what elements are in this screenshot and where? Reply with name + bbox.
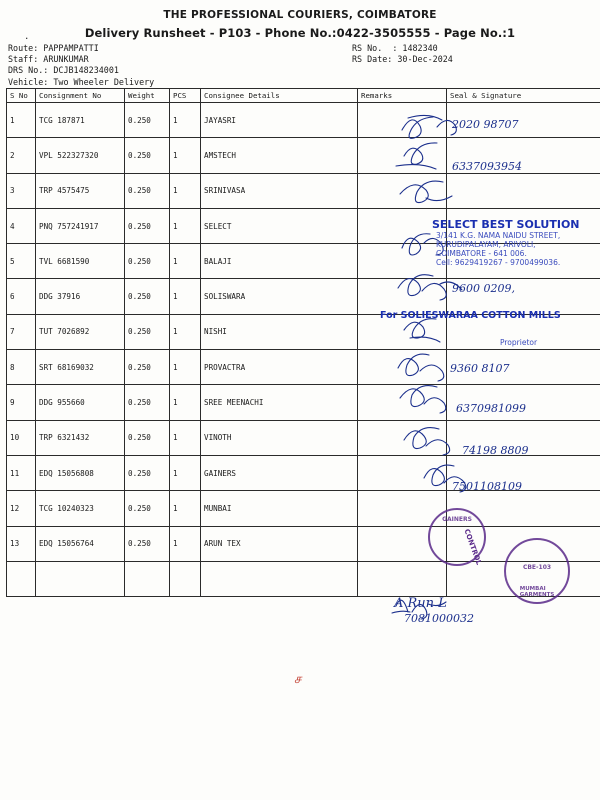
company-title: THE PROFESSIONAL COURIERS, COIMBATORE [163, 9, 437, 21]
round-stamp-gainers-label: GAINERS [442, 516, 472, 523]
cell-consignment: VPL 522327320 [36, 138, 125, 173]
cell-remarks [358, 173, 447, 208]
cell-signature [447, 138, 600, 173]
cell-weight: 0.250 [125, 385, 170, 420]
cell-sno: 1 [7, 103, 36, 138]
table-row [7, 138, 600, 173]
cell-pcs: 1 [170, 526, 201, 561]
cell-signature [447, 526, 600, 561]
col-header-remarks: Remarks [358, 89, 447, 103]
cell-sno: 11 [7, 455, 36, 490]
meta-rs-date: RS Date: 30-Dec-2024 [352, 54, 453, 65]
cell-consignment: TRP 4575475 [36, 173, 125, 208]
header-meta [0, 43, 600, 88]
cell-sno: 2 [7, 138, 36, 173]
table-row [7, 491, 600, 526]
cell-pcs: 1 [170, 385, 201, 420]
cell-sno: 3 [7, 173, 36, 208]
cell-remarks [358, 244, 447, 279]
cell-sno: 8 [7, 350, 36, 385]
cell-weight: 0.250 [125, 138, 170, 173]
cell-pcs: 1 [170, 491, 201, 526]
stamp-select-address-3: COIMBATORE - 641 006. [436, 249, 527, 258]
table-body [7, 103, 600, 597]
cell-sno-blank [7, 561, 36, 596]
cell-pcs: 1 [170, 455, 201, 490]
cell-consignee: MUNBAI [201, 491, 358, 526]
cell-signature [447, 244, 600, 279]
red-scribble-mark: ச [294, 672, 302, 687]
cell-consignee: JAYASRI [201, 103, 358, 138]
cell-pcs-blank [170, 561, 201, 596]
table-row [7, 455, 600, 490]
cell-sno: 5 [7, 244, 36, 279]
meta-vehicle: Vehicle: Two Wheeler Delivery [8, 76, 155, 87]
cell-signature [447, 420, 600, 455]
cell-consignment: SRT 68169032 [36, 350, 125, 385]
cell-consignee: PROVACTRA [201, 350, 358, 385]
round-stamp-control-label: CONTROL [462, 528, 483, 567]
cell-consignee-blank [201, 561, 358, 596]
annotation-phone-9: 74198 8809 [462, 444, 529, 457]
cell-weight: 0.250 [125, 208, 170, 243]
cell-consignment: EDQ 15056808 [36, 455, 125, 490]
cell-remarks [358, 138, 447, 173]
table-row [7, 208, 600, 243]
cell-remarks [358, 455, 447, 490]
cell-signature [447, 173, 600, 208]
meta-rs-no: RS No. : 1482340 [352, 43, 438, 53]
cell-signature [447, 314, 600, 349]
page-subtitle: Delivery Runsheet - P103 - Phone No.:0422-3505555 - Page No.:1 [84, 26, 516, 40]
cell-pcs: 1 [170, 314, 201, 349]
cell-consignment-blank [36, 561, 125, 596]
col-header-consignment: Consignment No [36, 89, 125, 103]
cell-sno: 6 [7, 279, 36, 314]
cell-consignment: TCG 10240323 [36, 491, 125, 526]
stamp-select-title: SELECT BEST SOLUTION [432, 218, 580, 231]
cell-remarks [358, 385, 447, 420]
table-row [7, 385, 600, 420]
cell-pcs: 1 [170, 173, 201, 208]
cell-consignment: DDG 37916 [36, 279, 125, 314]
cell-weight: 0.250 [125, 244, 170, 279]
table-row [7, 350, 600, 385]
annotation-phone-1: 2020 98707 [452, 118, 519, 131]
cell-remarks [358, 350, 447, 385]
table-header-row [7, 89, 600, 103]
cell-sno: 4 [7, 208, 36, 243]
col-header-sno: S No [7, 89, 36, 103]
cell-signature [447, 455, 600, 490]
cell-sno: 10 [7, 420, 36, 455]
cell-consignment: TVL 6681590 [36, 244, 125, 279]
cell-sno: 13 [7, 526, 36, 561]
cell-weight: 0.250 [125, 491, 170, 526]
cell-consignment: PNQ 757241917 [36, 208, 125, 243]
cell-signature [447, 350, 600, 385]
cell-remarks [358, 526, 447, 561]
cell-pcs: 1 [170, 208, 201, 243]
col-header-weight: Weight [125, 89, 170, 103]
cell-pcs: 1 [170, 279, 201, 314]
stamp-cotton-title: For SOLIESWARAA COTTON MILLS [380, 310, 561, 321]
cell-remarks [358, 103, 447, 138]
cell-signature [447, 103, 600, 138]
annotation-phone-8: 6370981099 [456, 402, 526, 415]
cell-consignment: TRP 6321432 [36, 420, 125, 455]
cell-signature [447, 279, 600, 314]
runsheet-table [6, 88, 600, 597]
annotation-phone-13: 7081000032 [404, 612, 474, 625]
cell-weight: 0.250 [125, 526, 170, 561]
annotation-phone-10: 7501108109 [452, 480, 522, 493]
cell-pcs: 1 [170, 103, 201, 138]
cell-weight: 0.250 [125, 314, 170, 349]
table-row [7, 314, 600, 349]
stamp-cotton-proprietor: Proprietor [500, 338, 538, 347]
col-header-signature: Seal & Signature [447, 89, 600, 103]
cell-consignee: NISHI [201, 314, 358, 349]
cell-consignment: DDG 955660 [36, 385, 125, 420]
cell-weight: 0.250 [125, 173, 170, 208]
stamp-select-address-2: KURUDIPALAYAM, ARIVOLI, [436, 240, 536, 249]
cell-consignee: VINOTH [201, 420, 358, 455]
cell-consignment: EDQ 15056764 [36, 526, 125, 561]
cell-consignment: TCG 187871 [36, 103, 125, 138]
cell-sno: 9 [7, 385, 36, 420]
round-stamp-mumbai-label: MUMBAI GARMENTS [519, 586, 555, 598]
cell-weight: 0.250 [125, 455, 170, 490]
cell-pcs: 1 [170, 244, 201, 279]
cell-weight: 0.250 [125, 279, 170, 314]
cell-remarks [358, 208, 447, 243]
cell-signature [447, 208, 600, 243]
col-header-pcs: PCS [170, 89, 201, 103]
cell-remarks [358, 279, 447, 314]
cell-signature [447, 491, 600, 526]
cell-consignment: TUT 7026892 [36, 314, 125, 349]
cell-consignee: AMSTECH [201, 138, 358, 173]
annotation-phone-7: 9360 8107 [450, 362, 510, 375]
cell-pcs: 1 [170, 420, 201, 455]
stamp-select-contact: Cell: 9629419267 - 9700499036. [436, 258, 561, 267]
cell-consignee: SRINIVASA [201, 173, 358, 208]
cell-consignee: SREE MEENACHI [201, 385, 358, 420]
table-row-blank [7, 561, 600, 596]
meta-route: Route: PAPPAMPATTI [8, 43, 99, 53]
annotation-phone-2: 6337093954 [452, 160, 522, 173]
cell-signature [447, 385, 600, 420]
cell-remarks-blank [358, 561, 447, 596]
cell-consignee: GAINERS [201, 455, 358, 490]
cell-weight: 0.250 [125, 420, 170, 455]
table-row [7, 103, 600, 138]
meta-drs-no: DRS No.: DCJB148234001 [8, 65, 119, 76]
annotation-signature-13: A Run L [394, 596, 447, 611]
cell-remarks [358, 314, 447, 349]
table-row [7, 526, 600, 561]
cell-weight: 0.250 [125, 350, 170, 385]
cell-remarks [358, 491, 447, 526]
cell-sno: 12 [7, 491, 36, 526]
table-row [7, 173, 600, 208]
cell-sno: 7 [7, 314, 36, 349]
round-stamp-center-label: CBE-103 [522, 564, 552, 571]
cell-consignee: SELECT [201, 208, 358, 243]
stamp-select-address-1: 3/141 K.G. NAMA NAIDU STREET, [436, 231, 561, 240]
cell-weight-blank [125, 561, 170, 596]
meta-staff: Staff: ARUNKUMAR [8, 54, 89, 65]
cell-consignee: ARUN TEX [201, 526, 358, 561]
header-meta-right [352, 43, 453, 65]
table-row [7, 244, 600, 279]
cell-pcs: 1 [170, 138, 201, 173]
cell-signature-blank [447, 561, 600, 596]
cell-weight: 0.250 [125, 103, 170, 138]
col-header-consignee: Consignee Details [201, 89, 358, 103]
stray-dot-mark: . [24, 32, 30, 42]
cell-consignee: BALAJI [201, 244, 358, 279]
table-row [7, 420, 600, 455]
cell-remarks [358, 420, 447, 455]
cell-pcs: 1 [170, 350, 201, 385]
annotation-phone-5: 9600 0209, [452, 282, 515, 295]
table-row [7, 279, 600, 314]
cell-consignee: SOLISWARA [201, 279, 358, 314]
